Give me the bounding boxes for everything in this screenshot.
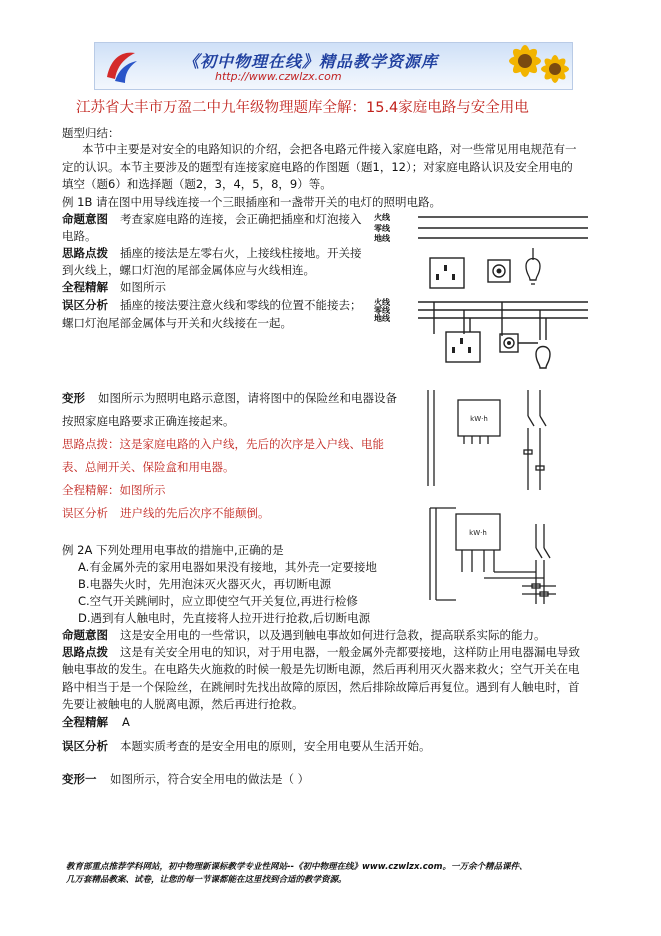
- option-b: B.电器失火时，先用泡沫灭火器灭火，再切断电源: [78, 577, 332, 591]
- banner-title: 《初中物理在线》精品教学资源库: [183, 52, 439, 71]
- meter-unit-label: kW·h: [469, 529, 487, 537]
- hint-text: 思路点拨：这是家庭电路的入户线，先后的次序是入户线、电能: [62, 437, 384, 451]
- error-text: 螺口灯泡尾部金属体与开关和火线接在一起。: [62, 316, 292, 330]
- hint-text: 表、总闸开关、保险盒和用电器。: [62, 460, 235, 474]
- wiring-diagram-answer: [372, 294, 594, 374]
- answer-label: 全程精解: [62, 280, 108, 294]
- example-question: 例 1B 请在图中用导线连接一个三眼插座和一盏带开关的电灯的照明电路。: [62, 195, 442, 209]
- live-wire-label: 火线: [374, 298, 390, 307]
- intent-text: 电路。: [62, 229, 97, 243]
- hint-text: 先要让被触电的人脱离电源，然后再进行抢救。: [62, 697, 304, 711]
- example-question: 例 2A 下列处理用电事故的措施中,正确的是: [62, 543, 284, 557]
- hint-text: 触电事故的发生。在电路失火施救的时候一般是先切断电源，然后再利用灭火器来救火；空气开关在电: [62, 662, 580, 676]
- error-text: 本题实质考查的是安全用电的原则，安全用电要从生活开始。: [120, 739, 431, 753]
- page-footer: [66, 861, 527, 887]
- hint-text: 插座的接法是左零右火，上接线柱接地。开关接: [120, 246, 362, 260]
- variant-text: 如图所示，符合安全用电的做法是（ ）: [110, 772, 310, 786]
- option-c: C.空气开关跳闸时，应立即使空气开关复位,再进行检修: [78, 594, 358, 608]
- ground-wire-label: 地线: [374, 234, 390, 243]
- intent-text: 考查家庭电路的连接，会正确把插座和灯泡接入: [120, 212, 362, 226]
- wiring-diagram-question: [372, 208, 594, 298]
- hint-text: 路中相当于是一个保险丝，在跳闸时先找出故障的原因，然后排除故障后再复位。遇到有人触电时，首: [62, 680, 580, 694]
- error-label: 误区分析: [62, 506, 108, 520]
- answer-text: 全程精解：如图所示: [62, 483, 166, 497]
- variant-text: 按照家庭电路要求正确连接起来。: [62, 414, 235, 428]
- error-text: 进户线的先后次序不能颠倒。: [120, 506, 270, 520]
- error-text: 插座的接法要注意火线和零线的位置不能接去；: [120, 298, 362, 312]
- answer-label: 全程精解: [62, 715, 108, 729]
- variant-label: 变形一: [62, 772, 97, 786]
- intro-line: 填空（题6）和选择题（题2，3，4，5，8，9）等。: [62, 177, 332, 191]
- intro-line: 本节中主要是对安全的电路知识的介绍，会把各电路元件接入家庭电路，对一些常见用电规范有一: [82, 142, 577, 156]
- sunflower-icon: [503, 42, 573, 90]
- section-heading: 题型归结：: [62, 126, 120, 140]
- footer-line: 几万套精品教案、试卷，让您的每一节课都能在这里找到合适的教学资源。: [66, 875, 347, 885]
- hint-text: 这是有关安全用电的知识，对于用电器，一般金属外壳都要接地，这样防止用电器漏电导致: [120, 645, 580, 659]
- site-banner: [94, 42, 573, 90]
- intro-line: 定的认识。本节主要涉及的题型有连接家庭电路的作图题（题1，12）；对家庭电路认识及安全用电的: [62, 160, 573, 174]
- hint-text: 到火线上，螺口灯泡的尾部金属体应与火线相连。: [62, 263, 315, 277]
- meter-diagram-answer: [426, 502, 566, 606]
- variant-text: 如图所示为照明电路示意图，请将图中的保险丝和电器设备: [98, 391, 397, 405]
- intent-label: 命题意图: [62, 212, 108, 226]
- banner-url[interactable]: http://www.czwlzx.com: [215, 70, 342, 83]
- ground-wire-label: 地线: [374, 314, 390, 323]
- document-title: 江苏省大丰市万盈二中九年级物理题库全解：15.4家庭电路与安全用电: [76, 100, 529, 116]
- variant-label: 变形: [62, 391, 85, 405]
- answer-text: 如图所示: [120, 280, 166, 294]
- option-a: A.有金属外壳的家用电器如果没有接地，其外壳一定要接地: [78, 560, 377, 574]
- hint-label: 思路点拨: [62, 246, 108, 260]
- neutral-wire-label: 零线: [374, 224, 390, 233]
- meter-unit-label: kW·h: [470, 415, 488, 423]
- meter-diagram-question: [420, 386, 550, 492]
- answer-text: A: [122, 715, 130, 729]
- intent-label: 命题意图: [62, 628, 108, 642]
- intent-text: 这是安全用电的一些常识，以及遇到触电事故如何进行急救，提高联系实际的能力。: [120, 628, 546, 642]
- option-d: D.遇到有人触电时，先直接将人拉开进行抢救,后切断电源: [78, 611, 371, 625]
- hint-label: 思路点拨: [62, 645, 108, 659]
- error-label: 误区分析: [62, 298, 108, 312]
- error-label: 误区分析: [62, 739, 108, 753]
- live-wire-label: 火线: [374, 213, 390, 222]
- site-logo-icon: [101, 47, 141, 85]
- footer-line: 教育部重点推荐学科网站，初中物理新课标教学专业性网站--《初中物理在线》www.czwlzx.com。一万余个精品课件、: [66, 862, 528, 872]
- neutral-wire-label: 零线: [374, 306, 390, 315]
